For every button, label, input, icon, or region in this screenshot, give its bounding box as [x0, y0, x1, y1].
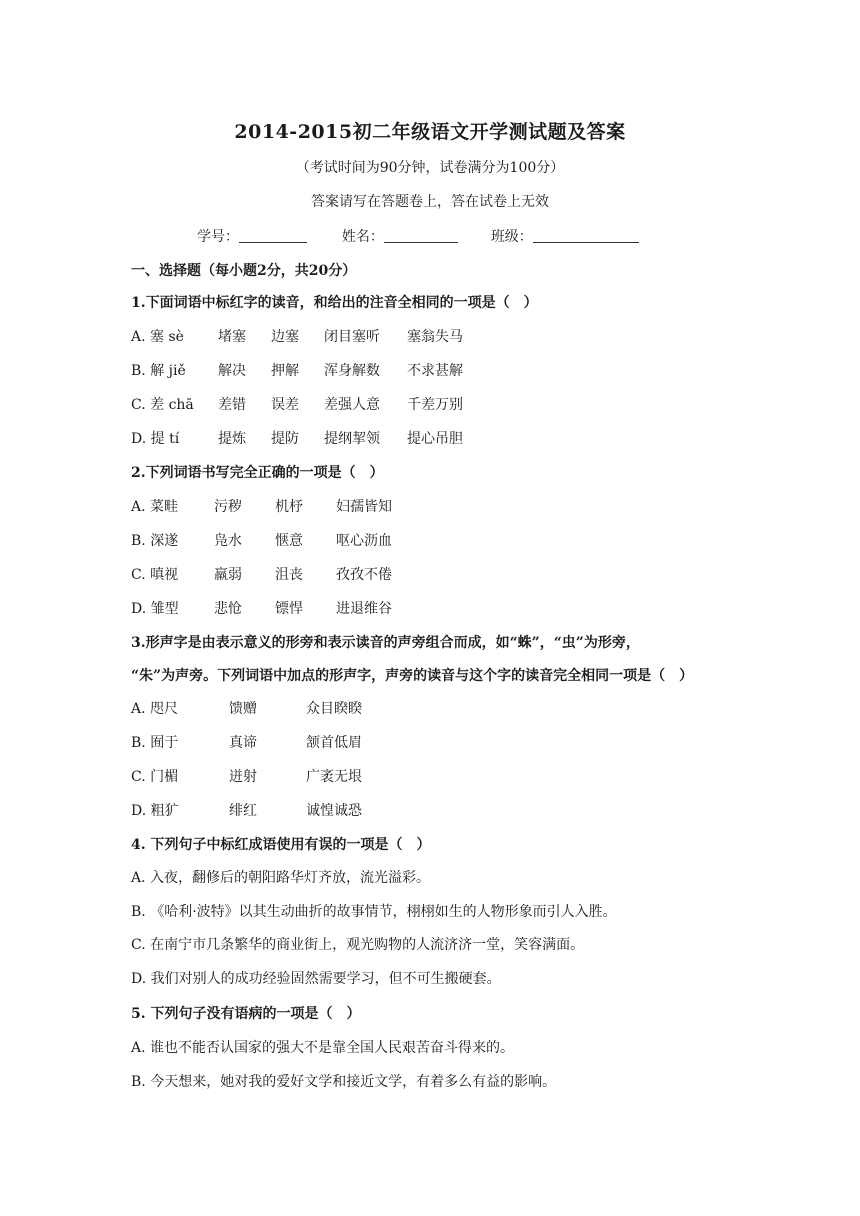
option-word: 差强人意: [324, 397, 380, 413]
section-heading: 一、选择题（每小题2分，共20分）: [131, 263, 357, 279]
option-word: 提炼: [218, 431, 246, 447]
question-4-option-b: B. 《哈利·波特》以其生动曲折的故事情节，栩栩如生的人物形象而引人入胜。: [131, 904, 617, 920]
option-word: 堵塞: [218, 329, 246, 345]
option-word: 解决: [218, 363, 246, 379]
option-word: 押解: [271, 363, 299, 379]
question-1-stem: 1.下面词语中标红字的读音，和给出的注音全相同的一项是（ ）: [131, 295, 538, 311]
question-4-option-c: C. 在南宁市几条繁华的商业街上，观光购物的人流济济一堂，笑容满面。: [131, 937, 585, 953]
student-info-fields: [197, 226, 639, 246]
option-word: 污秽: [214, 499, 242, 515]
student-id-label: 学号：: [197, 229, 239, 245]
option-word: 闭目塞听: [324, 329, 380, 345]
option-word: 呕心沥血: [336, 533, 392, 549]
option-word: 迸射: [229, 769, 257, 785]
class-field[interactable]: [533, 228, 639, 243]
option-word: 诚惶诚恐: [306, 803, 362, 819]
option-word: 提纲挈领: [324, 431, 380, 447]
option-word: 绯红: [229, 803, 257, 819]
question-4-stem: 4. 下列句子中标红成语使用有误的一项是（ ）: [131, 837, 431, 853]
option-label: D. 提 tí: [131, 431, 180, 447]
student-id-field[interactable]: [239, 228, 307, 243]
option-word: 进退维谷: [336, 601, 392, 617]
option-word: 边塞: [271, 329, 299, 345]
option-label: B. 囿于: [131, 735, 179, 751]
option-word: 机杼: [275, 499, 303, 515]
option-word: 广袤无垠: [306, 769, 362, 785]
student-name-field[interactable]: [384, 228, 458, 243]
option-word: 沮丧: [275, 567, 303, 583]
option-label: A. 塞 sè: [131, 329, 184, 345]
option-word: 惬意: [275, 533, 303, 549]
option-word: 孜孜不倦: [336, 567, 392, 583]
question-5-option-b: B. 今天想来，她对我的爱好文学和接近文学，有着多么有益的影响。: [131, 1074, 557, 1090]
student-name-label: 姓名：: [341, 229, 384, 245]
option-word: 差错: [218, 397, 246, 413]
option-label: D. 粗犷: [131, 803, 179, 819]
exam-subtitle: （考试时间为90分钟，试卷满分为100分）: [295, 160, 565, 176]
option-label: A. 菜畦: [131, 499, 179, 515]
option-word: 误差: [271, 397, 299, 413]
question-5-stem: 5. 下列句子没有语病的一项是（ ）: [131, 1006, 361, 1022]
option-word: 提心吊胆: [407, 431, 463, 447]
option-word: 馈赠: [229, 701, 257, 717]
option-word: 羸弱: [214, 567, 242, 583]
option-label: C. 嗔视: [131, 567, 179, 583]
question-2-stem: 2.下列词语书写完全正确的一项是（ ）: [131, 465, 384, 481]
option-label: A. 咫尺: [131, 701, 179, 717]
option-label: D. 雏型: [131, 601, 179, 617]
option-word: 众目睽睽: [306, 701, 362, 717]
option-label: B. 解 jiě: [131, 363, 186, 379]
option-word: 提防: [271, 431, 299, 447]
option-word: 浑身解数: [324, 363, 380, 379]
option-word: 颔首低眉: [306, 735, 362, 751]
option-label: C. 门楣: [131, 769, 179, 785]
option-label: B. 深遂: [131, 533, 179, 549]
question-3-stem-line-1: 3.形声字是由表示意义的形旁和表示读音的声旁组合而成，如“蛛”，“虫”为形旁，: [131, 635, 640, 651]
option-word: 悲怆: [214, 601, 242, 617]
page-title: 2014-2015初二年级语文开学测试题及答案: [234, 121, 626, 143]
option-word: 镖悍: [275, 601, 303, 617]
question-3-stem-line-2: “朱”为声旁。下列词语中加点的形声字，声旁的读音与这个字的读音完全相同一项是（ ）: [131, 668, 694, 684]
question-4-option-d: D. 我们对别人的成功经验固然需要学习，但不可生搬硬套。: [131, 971, 501, 987]
exam-notice: 答案请写在答题卷上，答在试卷上无效: [311, 194, 549, 210]
option-word: 塞翁失马: [407, 329, 463, 345]
option-word: 妇孺皆知: [336, 499, 392, 515]
option-word: 千差万别: [407, 397, 463, 413]
question-4-option-a: A. 入夜，翻修后的朝阳路华灯齐放，流光溢彩。: [131, 870, 431, 886]
option-word: 不求甚解: [407, 363, 463, 379]
class-label: 班级：: [490, 229, 533, 245]
question-5-option-a: A. 谁也不能否认国家的强大不是靠全国人民艰苦奋斗得来的。: [131, 1040, 515, 1056]
option-word: 真谛: [229, 735, 257, 751]
option-word: 凫水: [214, 533, 242, 549]
option-label: C. 差 chā: [131, 397, 194, 413]
